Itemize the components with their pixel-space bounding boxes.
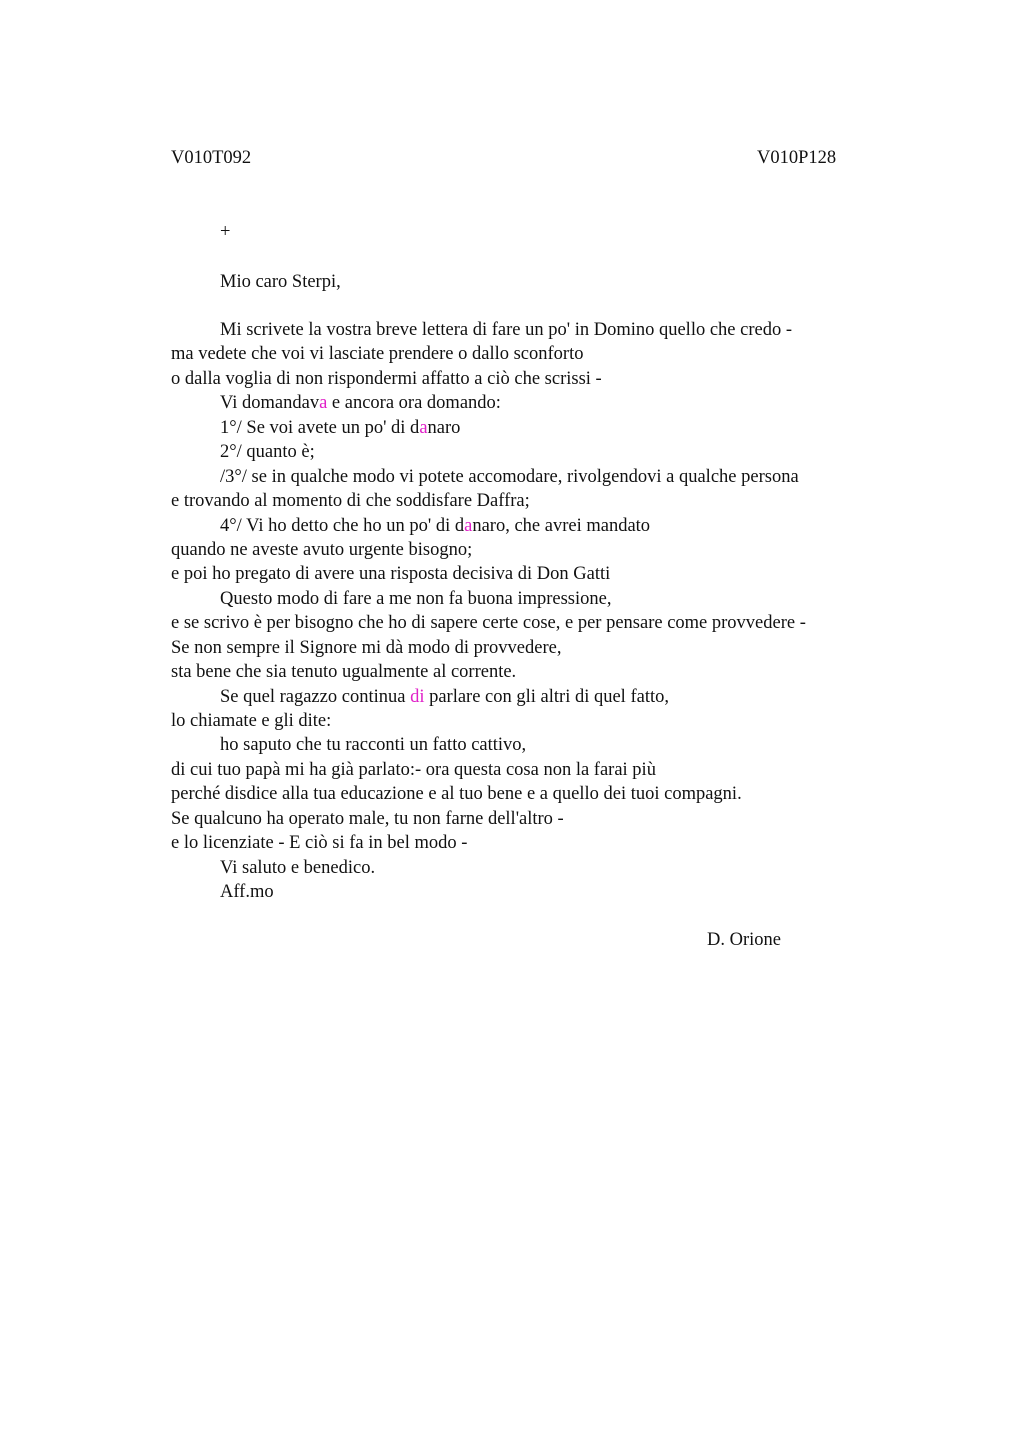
line-text: di cui tuo papà mi ha già parlato:- ora questa cosa non la farai più	[171, 759, 656, 780]
line-text: parlare con gli altri di quel fatto,	[424, 686, 669, 707]
letter-line	[171, 391, 891, 415]
letter-signature: D. Orione	[707, 930, 781, 950]
letter-line	[171, 782, 891, 806]
letter-line	[171, 416, 891, 440]
line-text: Vi domandav	[220, 393, 320, 414]
highlighted-text: di	[410, 686, 425, 707]
line-text: e trovando al momento di che soddisfare Daffra;	[171, 491, 530, 512]
line-text: 2°/ quanto è;	[220, 442, 315, 463]
letter-line	[171, 538, 891, 562]
letter-line	[171, 514, 891, 538]
line-text: e poi ho pregato di avere una risposta decisiva di Don Gatti	[171, 564, 611, 585]
letter-line	[171, 318, 891, 342]
letter-line	[171, 807, 891, 831]
letter-line	[171, 880, 891, 904]
letter-line	[171, 611, 891, 635]
line-text: /3°/ se in qualche modo vi potete accomodare, rivolgendovi a qualche persona	[220, 466, 799, 487]
line-text: 4°/ Vi ho detto che ho un po' di d	[220, 515, 465, 536]
letter-line	[171, 831, 891, 855]
letter-line	[171, 489, 891, 513]
letter-body	[171, 318, 891, 905]
letter-line	[171, 367, 891, 391]
letter-line	[171, 856, 891, 880]
letter-line	[171, 709, 891, 733]
letter-line	[171, 758, 891, 782]
line-text: perché disdice alla tua educazione e al tuo bene e a quello dei tuoi compagni.	[171, 784, 742, 805]
line-text: Se non sempre il Signore mi dà modo di provvedere,	[171, 637, 562, 658]
line-text: Mi scrivete la vostra breve lettera di fare un po' in Domino quello che credo -	[220, 320, 793, 340]
line-text: quando ne aveste avuto urgente bisogno;	[171, 539, 473, 560]
line-text: naro, che avrei mandato	[472, 515, 651, 536]
letter-line	[171, 660, 891, 684]
line-text: Vi saluto e benedico.	[220, 857, 376, 878]
line-text: lo chiamate e gli dite:	[171, 711, 332, 731]
letter-salutation: Mio caro Sterpi,	[220, 272, 341, 292]
line-text: Se quel ragazzo continua	[220, 686, 411, 707]
line-text: ma vedete che voi vi lasciate prendere o dallo sconforto	[171, 344, 584, 365]
cross-symbol: +	[220, 222, 231, 242]
document-code-right: V010P128	[757, 148, 837, 168]
letter-line	[171, 562, 891, 586]
document-code-left: V010T092	[171, 148, 252, 168]
line-text: e ancora ora domando:	[327, 393, 501, 414]
letter-line	[171, 587, 891, 611]
line-text: Se qualcuno ha operato male, tu non farne dell'altro -	[171, 808, 564, 829]
line-text: 1°/ Se voi avete un po' di d	[220, 417, 420, 438]
letter-line	[171, 465, 891, 489]
line-text: Questo modo di fare a me non fa buona impressione,	[220, 588, 612, 609]
line-text: e lo licenziate - E ciò si fa in bel modo -	[171, 833, 468, 854]
line-text: Aff.mo	[220, 882, 274, 903]
line-text: o dalla voglia di non rispondermi affatto a ciò che scrissi -	[171, 368, 602, 389]
letter-line	[171, 440, 891, 464]
line-text: sta bene che sia tenuto ugualmente al corrente.	[171, 662, 517, 683]
highlighted-text: a	[419, 417, 428, 438]
line-text: e se scrivo è per bisogno che ho di sapere certe cose, e per pensare come provvedere -	[171, 613, 806, 634]
letter-line	[171, 342, 891, 366]
highlighted-text: a	[319, 393, 328, 414]
highlighted-text: a	[464, 515, 473, 536]
letter-line	[171, 636, 891, 660]
letter-line	[171, 733, 891, 757]
line-text: naro	[427, 417, 461, 438]
line-text: ho saputo che tu racconti un fatto cattivo,	[220, 735, 527, 756]
letter-line	[171, 685, 891, 709]
